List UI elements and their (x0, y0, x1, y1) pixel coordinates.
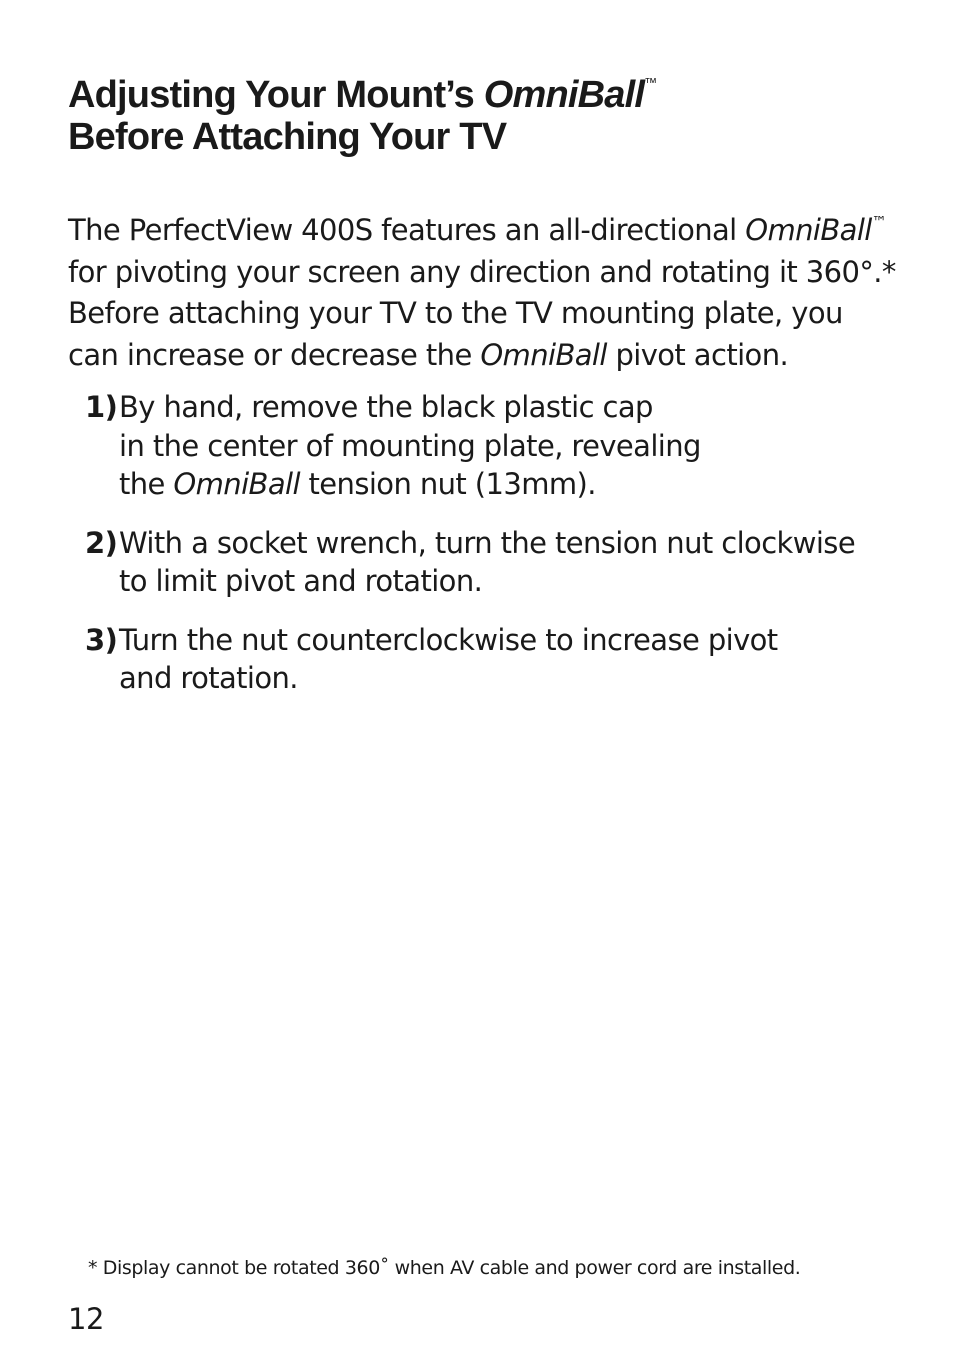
page-number: 12 (68, 1302, 104, 1336)
brand-name: OmniBall (480, 337, 607, 372)
trademark-symbol: ™ (871, 213, 887, 231)
instruction-steps (0, 388, 954, 698)
trademark-symbol: ™ (644, 75, 658, 90)
step-2 (0, 524, 954, 601)
page-title (68, 62, 657, 158)
step-number: 2) (85, 525, 118, 560)
step-text: By hand, remove the black plastic cap in the center of mounting plate, revealing the OmniBall tension nut (13mm). (119, 390, 701, 501)
step-text: With a socket wrench, turn the tension nut clockwise to limit pivot and rotation. (119, 525, 856, 598)
brand-name: OmniBall (483, 74, 645, 116)
step-1 (0, 388, 954, 504)
footnote: * Display cannot be rotated 360˚ when AV cable and power cord are installed. (88, 1257, 801, 1279)
step-number: 3) (85, 622, 118, 657)
intro-paragraph: The PerfectView 400S features an all-directional OmniBall™ for pivoting your screen any direction and rotating it 360°.* Before attaching your TV to the TV mounting plate, you can increase or decrease the OmniBall pivot action. (68, 213, 896, 372)
title-line-1: Adjusting Your Mount’s OmniBall™ (68, 74, 658, 116)
step-number: 1) (85, 390, 118, 424)
title-line-2: Before Attaching Your TV (68, 116, 507, 158)
brand-name: OmniBall (745, 213, 872, 247)
brand-name: OmniBall (173, 467, 300, 501)
step-3 (0, 621, 954, 698)
step-text: Turn the nut counterclockwise to increase pivot and rotation. (119, 622, 778, 695)
